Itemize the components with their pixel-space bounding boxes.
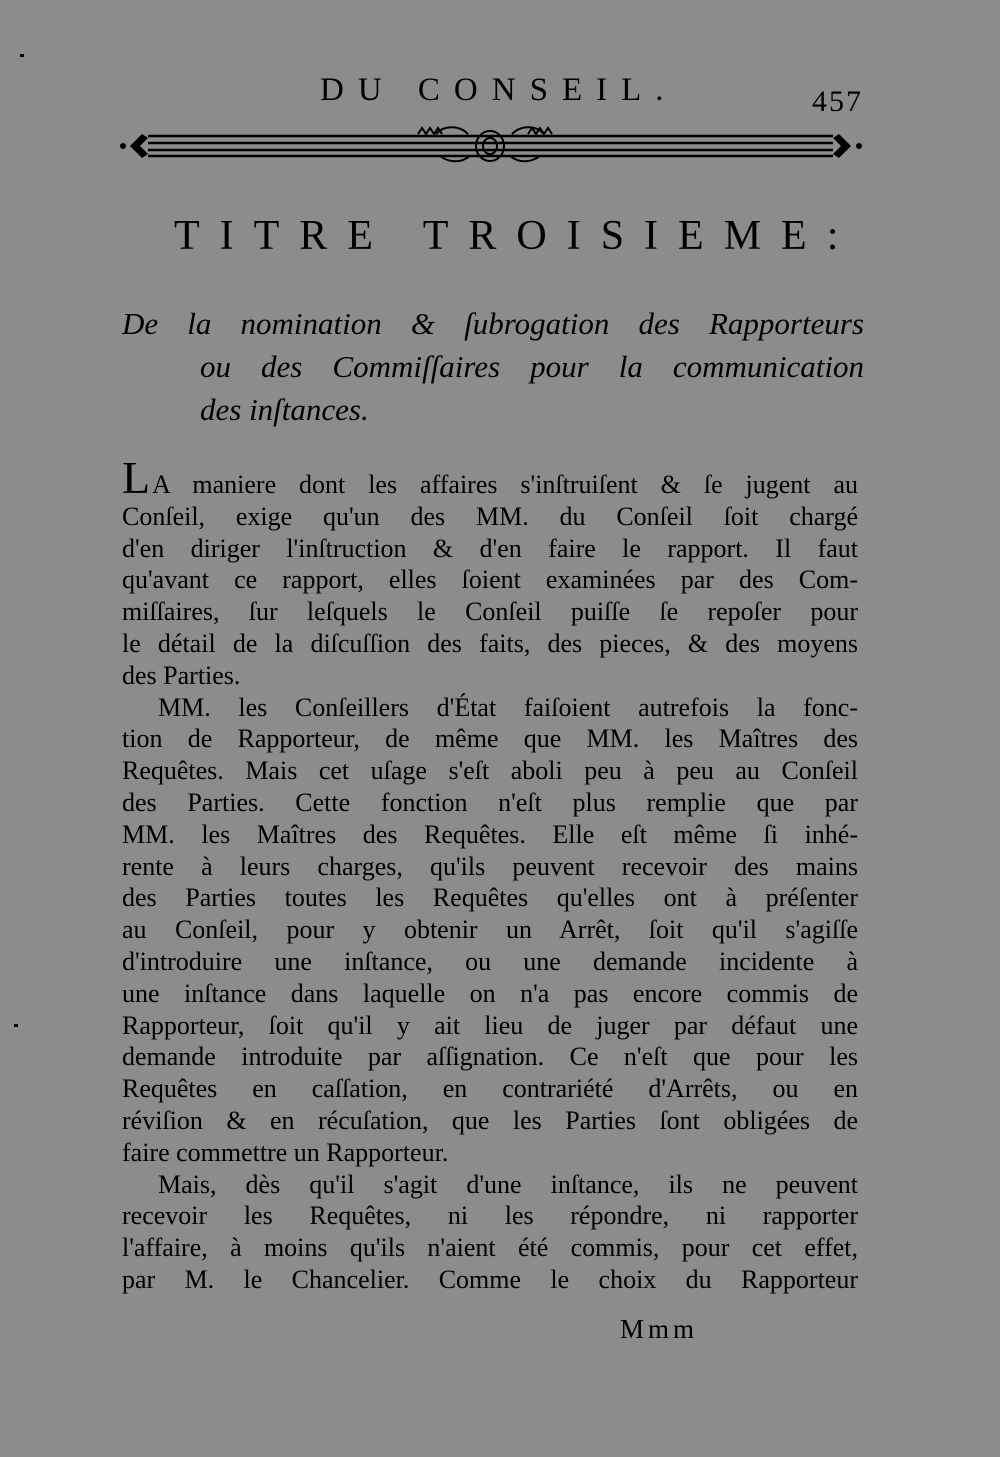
- text-line: tion de Rapporteur, de même que MM. les Maîtres des: [122, 724, 858, 754]
- text-line: qu'avant ce rapport, elles ſoient examinées par des Com-: [122, 565, 858, 595]
- ink-speck: [20, 54, 24, 57]
- running-head: DU CONSEIL.: [320, 72, 678, 108]
- text-line: recevoir les Requêtes, ni les répondre, ni rapporter: [122, 1201, 858, 1231]
- text-line: Requêtes en caſſation, en contrariété d'Arrêts, ou en: [122, 1074, 858, 1104]
- subtitle-line: des inſtances.: [200, 392, 369, 427]
- text-line: rente à leurs charges, qu'ils peuvent recevoir des mains: [122, 851, 858, 881]
- text-line: miſſaires, ſur leſquels le Conſeil puiſſe ſe repoſer pour: [122, 597, 858, 627]
- drop-cap: L: [122, 452, 151, 503]
- subtitle-line: De la nomination & ſubrogation des Rapporteurs: [122, 306, 864, 341]
- chapter-title: TITRE TROISIEME:: [174, 213, 859, 259]
- text-line: LA maniere dont les affaires s'inſtruiſent & ſe jugent au: [122, 452, 858, 503]
- body-text: [122, 452, 858, 1296]
- subtitle-line: ou des Commiſſaires pour la communication: [200, 349, 864, 384]
- text-line: au Conſeil, pour y obtenir un Arrêt, ſoit qu'il s'agiſſe: [122, 915, 858, 945]
- text-line: Mais, dès qu'il s'agit d'une inſtance, ils ne peuvent: [158, 1169, 858, 1199]
- text-line: faire commettre un Rapporteur.: [122, 1137, 449, 1167]
- text-line: une inſtance dans laquelle on n'a pas encore commis de: [122, 978, 858, 1008]
- chapter-subtitle: [122, 302, 864, 431]
- text-line: MM. les Conſeillers d'État faiſoient autrefois la fonc-: [158, 692, 858, 722]
- page-number: 457: [812, 85, 863, 118]
- catchword: Mmm: [620, 1314, 699, 1344]
- text-line: Rapporteur, ſoit qu'il y ait lieu de juger par défaut une: [122, 1010, 858, 1040]
- text-line: des Parties.: [122, 660, 241, 690]
- text-line: d'en diriger l'inſtruction & d'en faire le rapport. Il faut: [122, 533, 858, 563]
- ornamental-rule: [118, 122, 863, 166]
- text-line: d'introduire une inſtance, ou une demande incidente à: [122, 946, 858, 976]
- text-line: par M. le Chancelier. Comme le choix du Rapporteur: [122, 1264, 858, 1294]
- text-line: des Parties toutes les Requêtes qu'elles ont à préſenter: [122, 883, 858, 913]
- text-line: Conſeil, exige qu'un des MM. du Conſeil ſoit chargé: [122, 501, 858, 531]
- text-line: MM. les Maîtres des Requêtes. Elle eſt même ſi inhé-: [122, 819, 858, 849]
- text-line: l'affaire, à moins qu'ils n'aient été commis, pour cet effet,: [122, 1233, 858, 1263]
- ink-speck: [14, 1024, 18, 1027]
- text-line: Requêtes. Mais cet uſage s'eſt aboli peu à peu au Conſeil: [122, 756, 858, 786]
- text-line: des Parties. Cette fonction n'eſt plus remplie que par: [122, 787, 858, 817]
- text-line: demande introduite par aſſignation. Ce n'eſt que pour les: [122, 1042, 858, 1072]
- text-line: le détail de la diſcuſſion des faits, des pieces, & des moyens: [122, 628, 858, 658]
- text-line: réviſion & en récuſation, que les Parties ſont obligées de: [122, 1105, 858, 1135]
